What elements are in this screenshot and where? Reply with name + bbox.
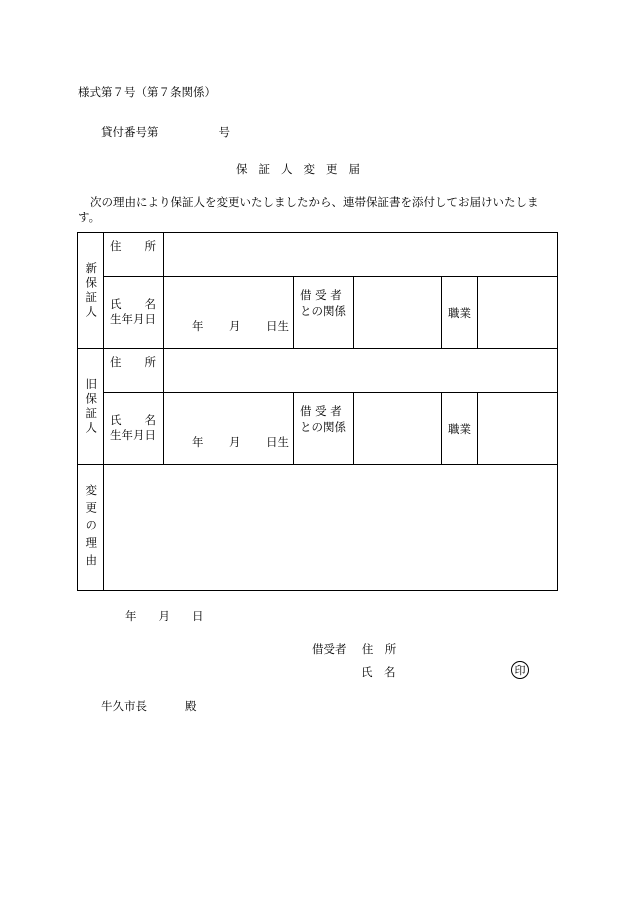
old-occupation-label: 職業	[442, 393, 478, 465]
old-name-birth-field[interactable]	[164, 393, 294, 465]
date-year: 年	[125, 609, 137, 623]
borrower-name-line	[361, 664, 396, 680]
reason-field[interactable]	[104, 465, 558, 591]
new-address-field[interactable]	[164, 233, 558, 277]
body-text: 次の理由により保証人を変更いたしましたから、連帯保証書を添付してお届けいたします。	[78, 195, 539, 224]
new-relation-label: 借 受 者 との関係	[294, 277, 354, 349]
old-relation-field[interactable]	[354, 393, 442, 465]
reason-label: 変更の理由	[78, 465, 104, 591]
new-occupation-label: 職業	[442, 277, 478, 349]
old-relation-label: 借 受 者 との関係	[294, 393, 354, 465]
submission-date	[125, 608, 226, 624]
date-month: 月	[158, 609, 170, 623]
old-address-field[interactable]	[164, 349, 558, 393]
page-title: 保証人変更届	[236, 162, 371, 176]
loan-number-prefix: 貸付番号第	[101, 125, 159, 139]
loan-number	[101, 124, 230, 140]
borrower-name-label: 氏 名	[361, 665, 396, 679]
addressee-name: 牛久市長	[101, 699, 147, 713]
loan-number-suffix: 号	[218, 125, 230, 139]
dob-year: 年	[192, 319, 204, 333]
new-relation-field[interactable]	[354, 277, 442, 349]
new-guarantor-label: 新保証人	[78, 233, 104, 349]
dob-year: 年	[192, 435, 204, 449]
new-occupation-field[interactable]	[478, 277, 558, 349]
old-occupation-field[interactable]	[478, 393, 558, 465]
date-day: 日	[192, 609, 204, 623]
borrower-address-label: 住 所	[361, 642, 397, 656]
addressee	[101, 698, 197, 714]
old-guarantor-label: 旧保証人	[78, 349, 104, 465]
old-address-label: 住 所	[104, 349, 164, 393]
dob-month: 月	[229, 435, 241, 449]
dob-day: 日生	[266, 435, 289, 449]
seal-mark: 印	[511, 661, 529, 679]
borrower-address-line	[312, 641, 396, 657]
new-name-birth-field[interactable]	[164, 277, 294, 349]
new-address-label: 住 所	[104, 233, 164, 277]
new-name-birth-label: 氏 名 生年月日	[104, 277, 164, 349]
dob-day: 日生	[266, 319, 289, 333]
old-name-birth-label: 氏 名 生年月日	[104, 393, 164, 465]
guarantor-change-table	[77, 232, 558, 591]
borrower-label: 借受者	[312, 642, 347, 656]
addressee-honorific: 殿	[185, 699, 197, 713]
dob-month: 月	[229, 319, 241, 333]
form-number: 様式第７号（第７条関係）	[78, 85, 216, 99]
